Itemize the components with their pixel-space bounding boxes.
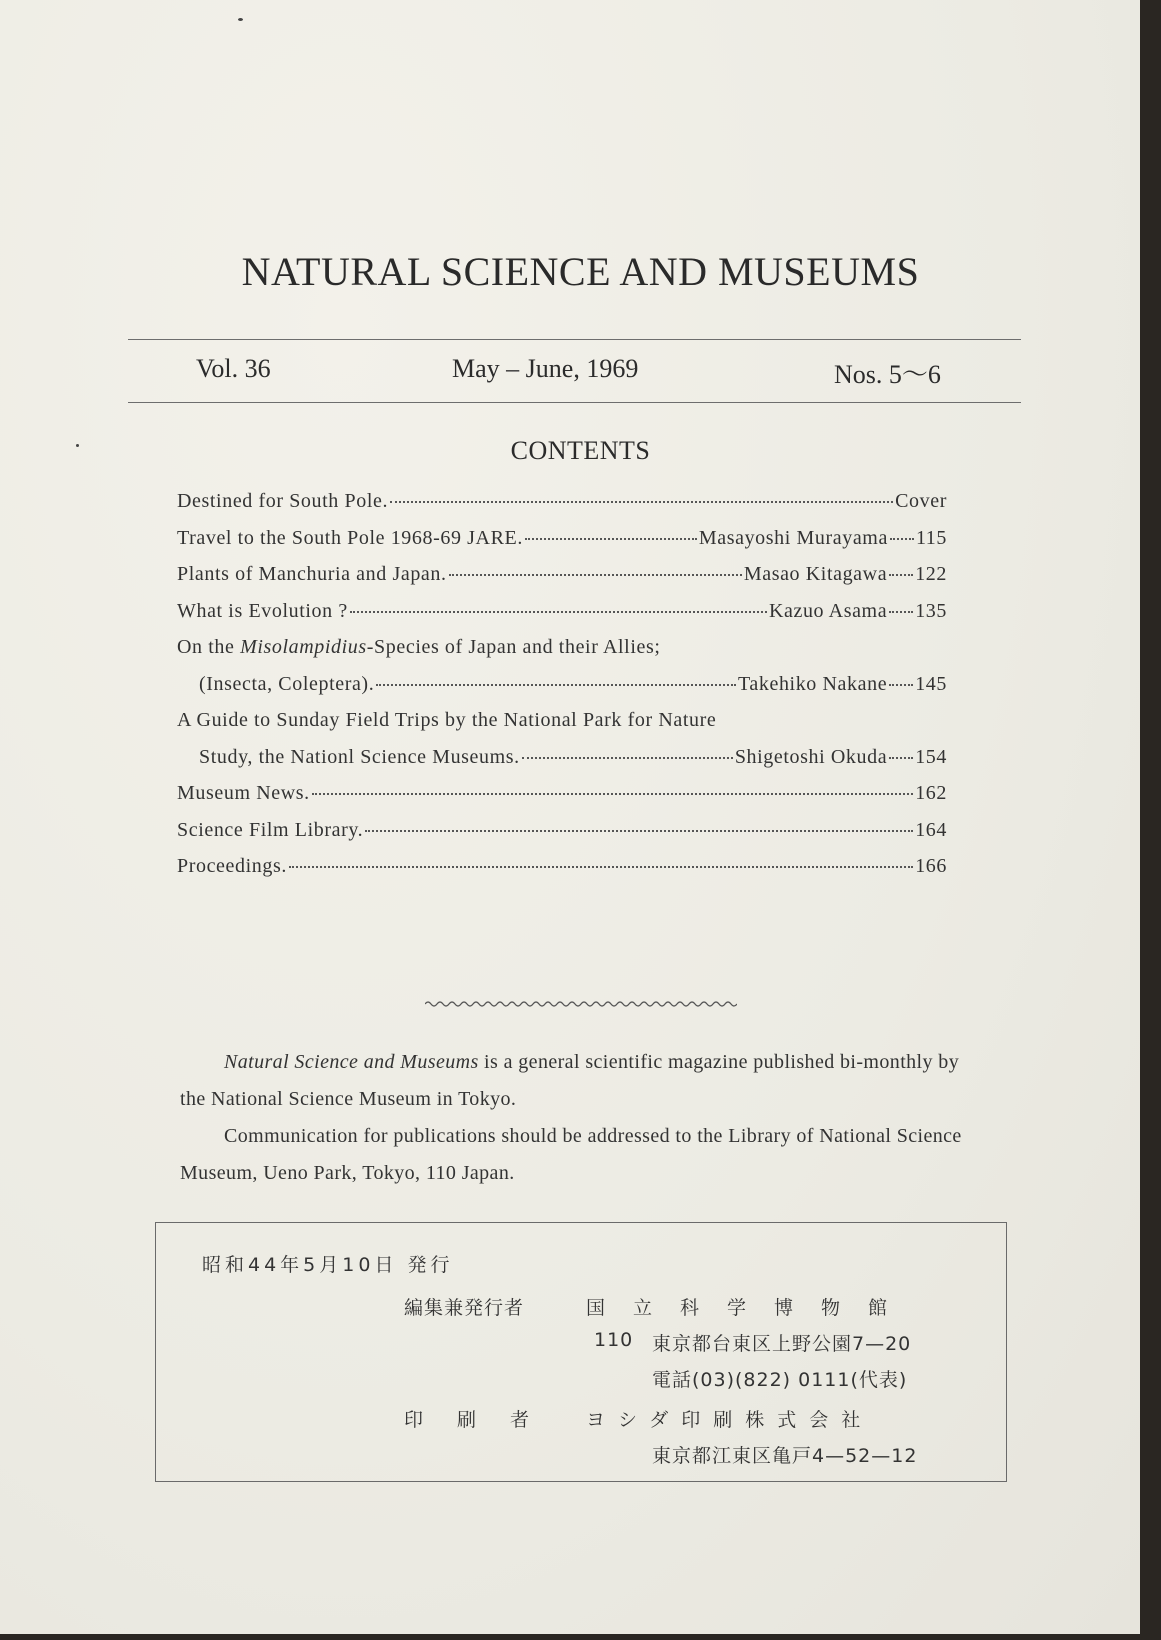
- toc-entry-title: [177, 563, 447, 586]
- toc-title-text: (Insecta, Coleptera).: [199, 672, 375, 695]
- dot-leader: [449, 573, 742, 576]
- toc-entry: [177, 636, 947, 673]
- dot-leader: [376, 683, 736, 686]
- toc-entry: [177, 490, 947, 527]
- toc-title-text: Museum News.: [177, 782, 310, 804]
- postal-code: 110: [594, 1329, 634, 1351]
- issue-date: May – June, 1969: [452, 354, 639, 383]
- printer-label: 印刷者: [404, 1409, 564, 1431]
- toc-entry-author: Masao Kitagawa: [743, 563, 888, 585]
- toc-entry: [177, 709, 947, 746]
- toc-entry-title: [177, 709, 716, 732]
- toc-entry-title: [177, 600, 348, 623]
- publisher-phone: 電話(03)(822) 0111(代表): [652, 1369, 908, 1391]
- toc-entry-page: 166: [915, 855, 947, 877]
- toc-entry: [177, 563, 947, 600]
- toc-entry-author: Takehiko Nakane: [737, 672, 888, 695]
- toc-title-text: What is Evolution ?: [177, 599, 348, 622]
- toc-entry-title: [177, 855, 287, 878]
- toc-entry-title: [199, 673, 374, 696]
- toc-title-text: Proceedings.: [177, 855, 287, 877]
- about-paragraph-2: Communication for publications should be addressed to the Library of National Science Museum, Ueno Park, Tokyo, 110 Japan.: [180, 1125, 962, 1184]
- dot-leader: [522, 756, 733, 759]
- paper-speck: [76, 444, 79, 447]
- toc-title-text: Science Film Library.: [177, 818, 364, 841]
- dot-leader: [889, 756, 913, 759]
- toc-entry: [177, 782, 947, 819]
- colophon-box: [155, 1222, 1007, 1482]
- toc-entry: [177, 855, 947, 892]
- toc-title-text: Plants of Manchuria and Japan.: [177, 563, 447, 585]
- dot-leader: [365, 829, 913, 832]
- editor-name: 国立科学博物館: [586, 1297, 916, 1319]
- dot-leader: [289, 865, 913, 868]
- toc-entry-title: [177, 819, 363, 842]
- toc-entry-page: 154: [915, 745, 947, 768]
- dot-leader: [350, 610, 767, 613]
- dot-leader: [390, 500, 893, 503]
- about-magazine-name: Natural Science and Museums: [224, 1051, 479, 1073]
- toc-entry: [177, 527, 947, 564]
- volume-label: Vol. 36: [196, 354, 271, 383]
- toc-entry-title: [177, 527, 523, 550]
- about-text: [180, 1044, 980, 1192]
- toc-entry-page: 135: [915, 599, 947, 622]
- toc-title-text: -Species of Japan and their Allies;: [366, 636, 661, 658]
- toc-entry: [177, 746, 947, 783]
- about-description: is a general scientific magazine published bi-monthly by the National Science Museum in Tokyo.: [180, 1051, 960, 1110]
- toc-entry: [177, 819, 947, 856]
- dot-leader: [889, 573, 913, 576]
- toc-title-italic: Misolampidius: [240, 636, 367, 658]
- header-rule-top: [128, 339, 1021, 340]
- publisher-address: 東京都台東区上野公園7—20: [652, 1333, 912, 1355]
- toc-entry-title: [177, 782, 310, 805]
- toc-title-text: Travel to the South Pole 1968-69 JARE.: [177, 526, 523, 549]
- dot-leader: [312, 792, 913, 795]
- dot-leader: [890, 537, 914, 540]
- editor-label: 編集兼発行者: [404, 1297, 525, 1319]
- printer-name: ヨシダ印刷株式会社: [586, 1409, 874, 1431]
- toc-entry-page: 162: [915, 782, 947, 804]
- toc-entry-author: Kazuo Asama: [768, 599, 888, 622]
- contents-heading: CONTENTS: [510, 436, 651, 465]
- toc-entry-page: Cover: [895, 490, 947, 512]
- issue-numbers: Nos. 5～6: [834, 360, 941, 389]
- toc-title-text: A Guide to Sunday Field Trips by the National Park for Nature: [177, 709, 717, 731]
- dot-leader: [889, 610, 913, 613]
- colophon-issue-date: 昭和44年5月10日 発行: [202, 1254, 454, 1276]
- toc-entry-page: 122: [915, 563, 947, 585]
- paper-speck: [238, 18, 243, 21]
- table-of-contents: [177, 490, 947, 892]
- header-rule-bottom: [128, 402, 1021, 403]
- toc-title-text: On the: [177, 636, 241, 658]
- toc-entry: [177, 673, 947, 710]
- toc-entry-title: [199, 746, 520, 769]
- dot-leader: [889, 683, 913, 686]
- toc-entry-page: 145: [915, 672, 947, 695]
- toc-entry-page: 164: [915, 818, 947, 841]
- toc-entry-author: Masayoshi Murayama: [698, 526, 888, 549]
- toc-entry-title: [177, 636, 661, 659]
- wavy-divider: [425, 1000, 737, 1008]
- toc-entry: [177, 600, 947, 637]
- magazine-title: NATURAL SCIENCE AND MUSEUMS: [241, 249, 920, 294]
- toc-entry-author: Shigetoshi Okuda: [734, 745, 888, 768]
- dot-leader: [525, 537, 697, 540]
- toc-title-text: Destined for South Pole.: [177, 490, 389, 512]
- toc-entry-title: [177, 490, 388, 513]
- toc-entry-page: 115: [915, 526, 947, 549]
- printer-address: 東京都江東区亀戸4—52—12: [652, 1445, 918, 1467]
- toc-title-text: Study, the Nationl Science Museums.: [199, 745, 520, 768]
- about-paragraph-1: [180, 1044, 980, 1118]
